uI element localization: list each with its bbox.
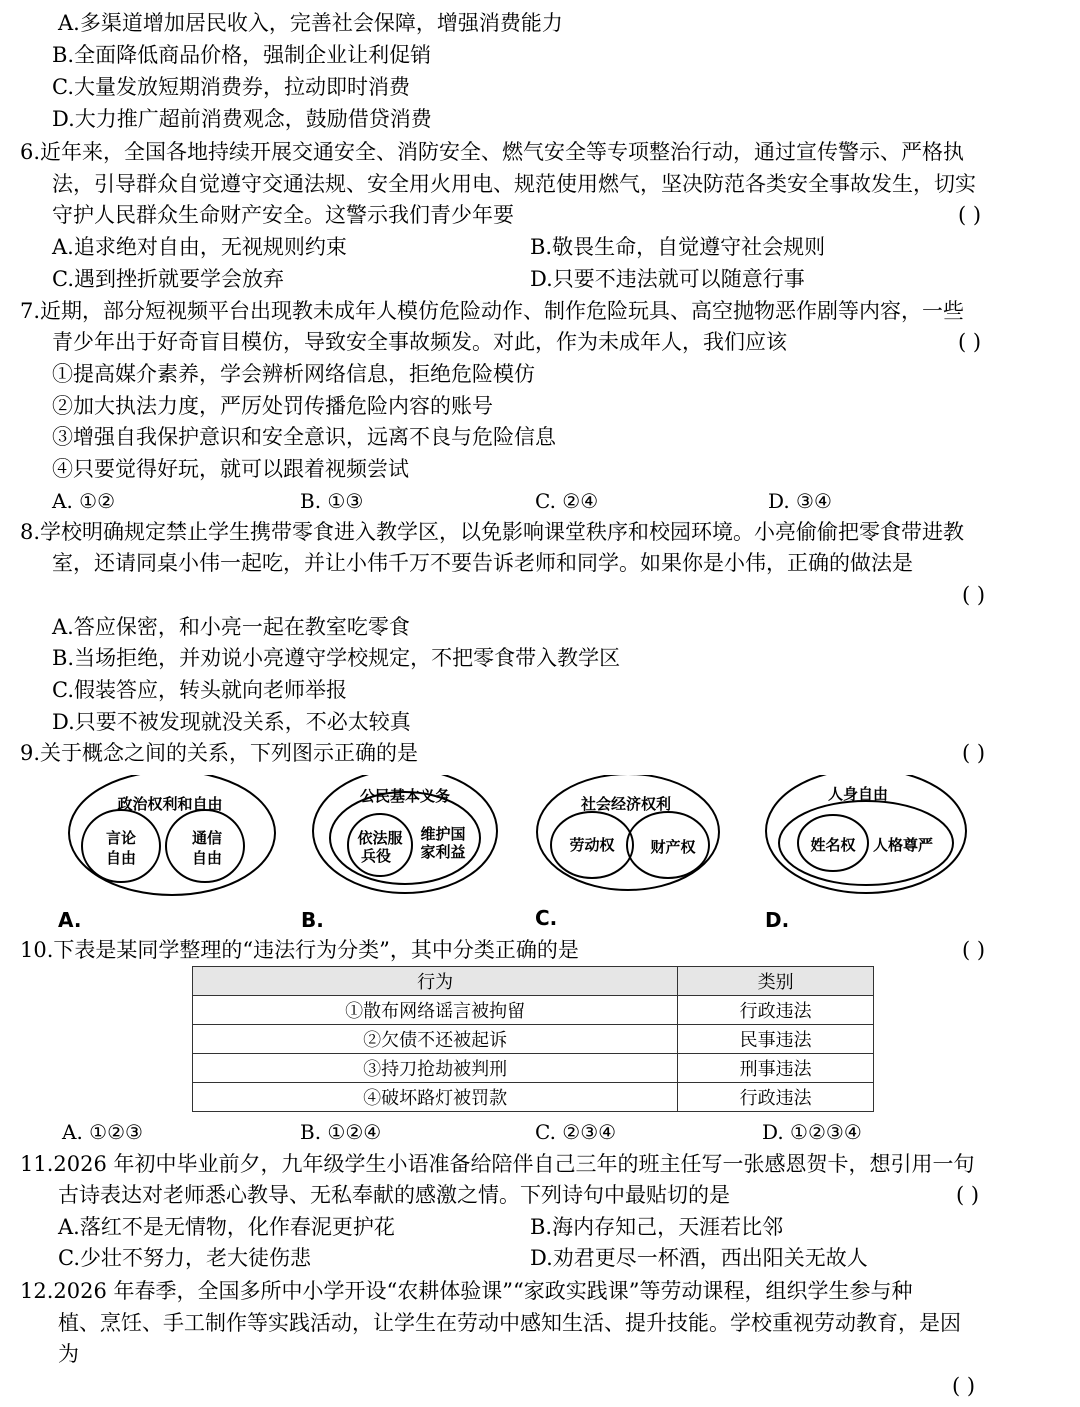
table-cell-behavior: ③持刀抢劫被判刑 — [193, 1054, 678, 1083]
diagram-d-mid-label: 人格尊严 — [872, 836, 934, 854]
q10-option-b: B. ①②④ — [300, 1120, 382, 1144]
table-cell-category: 刑事违法 — [678, 1054, 874, 1083]
q5-option-c: C.大量发放短期消费券，拉动即时消费 — [52, 75, 410, 99]
diagram-a-right-label-2: 自由 — [191, 849, 223, 867]
violation-table — [192, 966, 874, 1112]
q7-stem-line2: 青少年出于好奇盲目模仿，导致安全事故频发。对此，作为未成年人，我们应该 — [52, 330, 787, 354]
diagram-b-label: B. — [301, 908, 324, 932]
q8-stem-line1: 8.学校明确规定禁止学生携带零食进入教学区，以免影响课堂秩序和校园环境。小亮偷偷把零食带进教 — [20, 520, 965, 544]
table-row — [193, 996, 874, 1025]
table-header-row — [193, 967, 874, 996]
q7-stem-line1: 7.近期，部分短视频平台出现教未成年人模仿危险动作、制作危险玩具、高空抛物恶作剧等内容，一些 — [20, 299, 965, 323]
diagram-b-mid-label-2: 家利益 — [420, 843, 466, 861]
q6-option-c: C.遇到挫折就要学会放弃 — [52, 267, 284, 291]
diagram-b-mid-label-1: 维护国 — [420, 825, 466, 843]
q10-stem: 10.下表是某同学整理的“违法行为分类”，其中分类正确的是 — [20, 938, 579, 962]
table-row — [193, 1083, 874, 1112]
q10-answer-paren: ( ) — [962, 938, 986, 962]
q6-stem-line3: 守护人民群众生命财产安全。这警示我们青少年要 — [52, 203, 514, 227]
q11-option-d: D.劝君更尽一杯酒，西出阳关无故人 — [530, 1246, 868, 1270]
diagram-c-right-label: 财产权 — [650, 838, 696, 856]
diagram-a-left-label-2: 自由 — [105, 849, 137, 867]
diagram-a-right-label-1: 通信 — [191, 829, 223, 847]
q6-answer-paren: ( ) — [958, 203, 982, 227]
q7-answer-paren: ( ) — [958, 330, 982, 354]
diagram-d-inner-label: 姓名权 — [810, 836, 856, 854]
diagram-b-inner-label-1: 依法服 — [357, 829, 403, 847]
q6-option-d: D.只要不违法就可以随意行事 — [530, 267, 805, 291]
diagram-a-label: A. — [58, 908, 82, 932]
q8-option-b: B.当场拒绝，并劝说小亮遵守学校规定，不把零食带入教学区 — [52, 646, 621, 670]
q7-option-a: A. ①② — [52, 489, 116, 513]
q8-option-d: D.只要不被发现就没关系，不必太较真 — [52, 710, 411, 734]
q12-answer-paren: ( ) — [952, 1374, 976, 1398]
table-cell-behavior: ②欠债不还被起诉 — [193, 1025, 678, 1054]
table-cell-category: 行政违法 — [678, 996, 874, 1025]
diagram-b-inner-label-2: 兵役 — [360, 847, 392, 865]
q7-option-c: C. ②④ — [535, 489, 599, 513]
q8-stem-line2: 室，还请同桌小伟一起吃，并让小伟千万不要告诉老师和同学。如果你是小伟，正确的做法是 — [52, 551, 913, 575]
table-cell-category: 行政违法 — [678, 1083, 874, 1112]
diagram-c-outer-label: 社会经济权利 — [580, 795, 672, 813]
table-row — [193, 1025, 874, 1054]
q11-option-b: B.海内存知己，天涯若比邻 — [530, 1215, 784, 1239]
q11-stem-line2: 古诗表达对老师悉心教导、无私奉献的感激之情。下列诗句中最贴切的是 — [58, 1183, 730, 1207]
diagram-c-label: C. — [535, 906, 558, 930]
table-cell-category: 民事违法 — [678, 1025, 874, 1054]
diagram-c-left-label: 劳动权 — [569, 836, 615, 854]
diagram-b-outer-label: 公民基本义务 — [359, 787, 451, 805]
q12-stem-line2: 植、烹饪、手工制作等实践活动，让学生在劳动中感知生活、提升技能。学校重视劳动教育，是因 — [58, 1311, 961, 1335]
q6-stem-line2: 法，引导群众自觉遵守交通法规、安全用火用电、规范使用燃气，坚决防范各类安全事故发生，切实 — [52, 172, 976, 196]
q9-stem: 9.关于概念之间的关系，下列图示正确的是 — [20, 741, 419, 765]
q11-stem-line1: 11.2026 年初中毕业前夕，九年级学生小语准备给陪伴自己三年的班主任写一张感恩贺卡，想引用一句 — [20, 1152, 975, 1176]
q7-statement-2: ②加大执法力度，严厉处罚传播危险内容的账号 — [52, 394, 493, 418]
table-row — [193, 1054, 874, 1083]
diagram-d-label: D. — [765, 908, 790, 932]
q7-option-b: B. ①③ — [300, 489, 364, 513]
diagram-d-outer-label: 人身自由 — [827, 785, 889, 803]
q12-stem-line1: 12.2026 年春季，全国多所中小学开设“农耕体验课”“家政实践课”等劳动课程，组织学生参与种 — [20, 1279, 913, 1303]
q6-stem-line1: 6.近年来，全国各地持续开展交通安全、消防安全、燃气安全等专项整治行动，通过宣传警示、严格执 — [20, 140, 965, 164]
table-header-category: 类别 — [678, 967, 874, 996]
q6-option-a: A.追求绝对自由，无视规则约束 — [52, 235, 347, 259]
q10-option-c: C. ②③④ — [535, 1120, 617, 1144]
table-cell-behavior: ①散布网络谣言被拘留 — [193, 996, 678, 1025]
q11-option-a: A.落红不是无情物，化作春泥更护花 — [58, 1215, 395, 1239]
q5-option-b: B.全面降低商品价格，强制企业让利促销 — [52, 43, 432, 67]
q10-option-a: A. ①②③ — [62, 1120, 143, 1144]
diagram-a-left-label-1: 言论 — [105, 829, 137, 847]
q9-diagrams — [0, 775, 1080, 915]
diagram-a-outer-label: 政治权利和自由 — [117, 795, 223, 813]
q9-answer-paren: ( ) — [962, 741, 986, 765]
q12-stem-line3: 为 — [58, 1342, 79, 1366]
table-header-behavior: 行为 — [193, 967, 678, 996]
q7-statement-3: ③增强自我保护意识和安全意识，远离不良与危险信息 — [52, 425, 556, 449]
q7-statement-1: ①提高媒介素养，学会辨析网络信息，拒绝危险模仿 — [52, 362, 535, 386]
q11-option-c: C.少壮不努力，老大徒伤悲 — [58, 1246, 311, 1270]
q5-option-d: D.大力推广超前消费观念，鼓励借贷消费 — [52, 107, 432, 131]
q7-option-d: D. ③④ — [768, 489, 832, 513]
table-cell-behavior: ④破坏路灯被罚款 — [193, 1083, 678, 1112]
q8-option-a: A.答应保密，和小亮一起在教室吃零食 — [52, 615, 410, 639]
q6-option-b: B.敬畏生命，自觉遵守社会规则 — [530, 235, 826, 259]
q7-statement-4: ④只要觉得好玩，就可以跟着视频尝试 — [52, 457, 409, 481]
q11-answer-paren: ( ) — [956, 1183, 980, 1207]
q5-option-a: A.多渠道增加居民收入，完善社会保障，增强消费能力 — [58, 11, 563, 35]
q8-answer-paren: ( ) — [962, 583, 986, 607]
q10-option-d: D. ①②③④ — [762, 1120, 862, 1144]
q8-option-c: C.假装答应，转头就向老师举报 — [52, 678, 347, 702]
